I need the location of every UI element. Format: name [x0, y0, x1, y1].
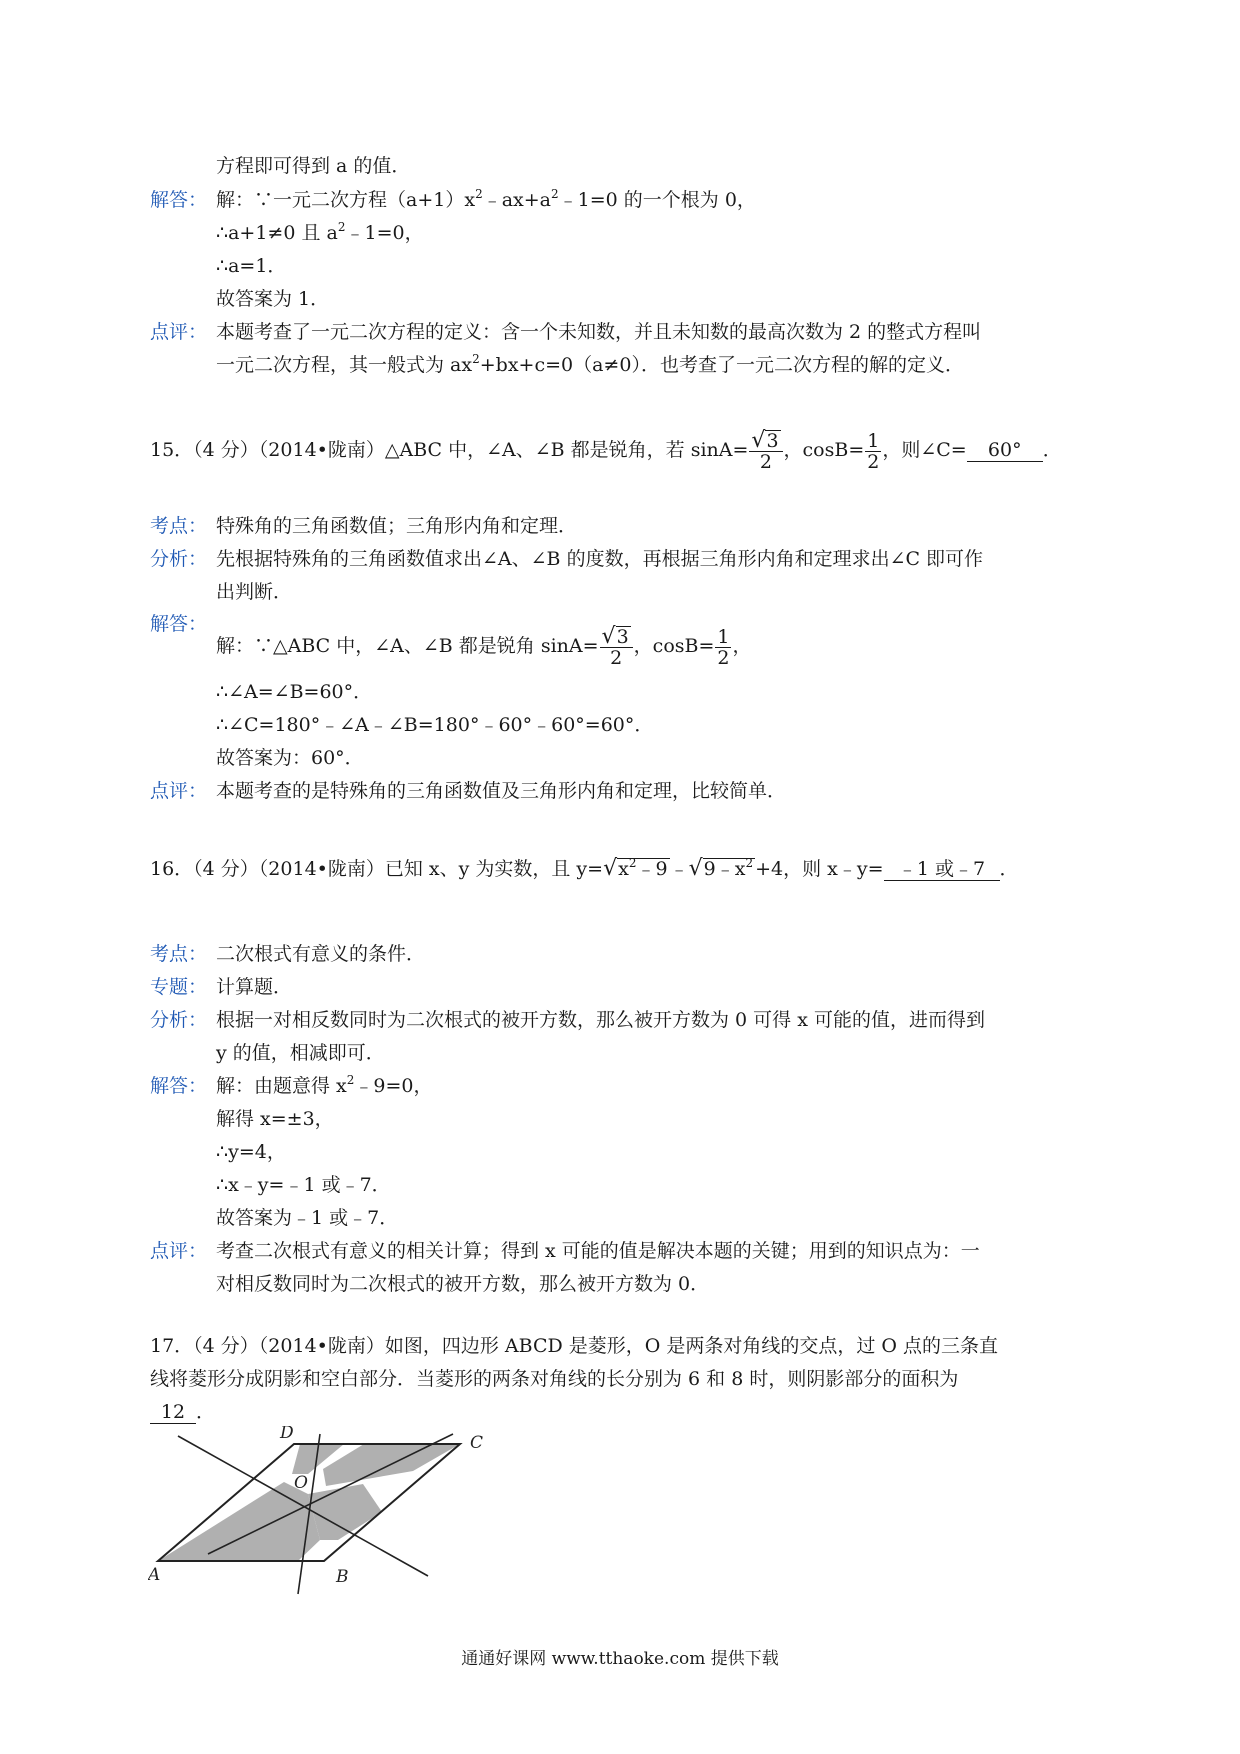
comment-line: 本题考查的是特殊角的三角函数值及三角形内角和定理，比较简单． — [216, 780, 787, 802]
answer-label: 解答： — [150, 1075, 208, 1097]
radicand: $x^2﹣9$ — [618, 856, 668, 880]
question-17-stem: 线将菱形分成阴影和空白部分．当菱形的两条对角线的长分别为 6 和 8 时，则阴影部分的面积为 — [150, 1368, 959, 1390]
solution-line: ∴y=4， — [216, 1141, 286, 1163]
question-17-stem: 17．（4 分）（2014•陇南）如图，四边形 ABCD 是菱形，O 是两条对角线的交点，过 O 点的三条直 — [150, 1335, 999, 1357]
comment-line: 一元二次方程，其一般式为 $ax^2+bx+c=0(a\ne 0)$．也考查了一元二次方程的解的定义． — [216, 352, 964, 376]
comment-line: 考查二次根式有意义的相关计算；得到 x 可能的值是解决本题的关键；用到的知识点为：一 — [216, 1240, 980, 1262]
key-point-label: 考点： — [150, 943, 208, 965]
solution-line: 解：由题意得 $x^2﹣9=0$， — [216, 1073, 433, 1097]
key-point-text: 二次根式有意义的条件． — [216, 943, 426, 965]
solution-line: 故答案为 1． — [216, 288, 330, 310]
answer-label: 解答： — [150, 189, 208, 211]
question-16-stem: 16．（4 分）（2014•陇南）已知 x、y 为实数，且 $y=√x^2﹣9$ $﹣√9﹣x^2 +4$，则 x﹣y= ﹣1 或﹣7 ． — [150, 856, 1019, 881]
fraction: $\frac{√3}{2}$ — [749, 430, 782, 472]
solution-line: 故答案为﹣1 或﹣7． — [216, 1207, 399, 1229]
shaded-region — [158, 1482, 320, 1561]
rhombus-svg — [148, 1426, 488, 1596]
fraction: $\frac{√3}{2}$ — [600, 626, 633, 668]
center-label-o: O — [294, 1473, 308, 1493]
shaded-region — [308, 1484, 382, 1540]
comment-label: 点评： — [150, 1240, 208, 1262]
analysis-line: 根据一对相反数同时为二次根式的被开方数，那么被开方数为 0 可得 x 可能的值，进而得到 — [216, 1009, 985, 1031]
solution-line: 故答案为：60°． — [216, 747, 364, 769]
analysis-line: y 的值，相减即可． — [216, 1042, 385, 1064]
vertex-label-a: A — [148, 1565, 161, 1585]
solution-line: ∴∠A=∠B=60°． — [216, 681, 373, 703]
solution-line: 解得 x=±3， — [216, 1108, 334, 1130]
comment-label: 点评： — [150, 780, 208, 802]
key-point-label: 考点： — [150, 515, 208, 537]
answer-blank: 12 — [150, 1401, 196, 1424]
comment-line: 本题考查了一元二次方程的定义：含一个未知数，并且未知数的最高次数为 2 的整式方程叫 — [216, 321, 982, 343]
solution-line: 解：∵△ABC 中，∠A、∠B 都是锐角 sinA= $\frac{√3}{2}$ ，cosB= $\frac{1}{2}$ ， — [216, 624, 752, 669]
solution-line: ∴x﹣y=﹣1 或﹣7． — [216, 1174, 391, 1196]
vertex-label-d: D — [280, 1426, 294, 1443]
analysis-line: 出判断． — [216, 581, 293, 603]
vertex-label-b: B — [336, 1567, 349, 1587]
key-point-text: 特殊角的三角函数值；三角形内角和定理． — [216, 515, 578, 537]
solution-line: ∴∠C=180°﹣∠A﹣∠B=180°﹣60°﹣60°=60°． — [216, 714, 654, 736]
answer-blank: 60° — [967, 439, 1043, 462]
analysis-label: 分析： — [150, 548, 208, 570]
comment-label: 点评： — [150, 321, 208, 343]
comment-line: 对相反数同时为二次根式的被开方数，那么被开方数为 0． — [216, 1273, 710, 1295]
radical-sign: √ — [688, 856, 703, 881]
fraction: $\frac{1}{2}$ — [717, 625, 730, 669]
topic-label: 专题： — [150, 976, 208, 998]
analysis-label: 分析： — [150, 1009, 208, 1031]
topic-text: 计算题． — [216, 976, 293, 998]
solution-line: ∴a=1． — [216, 255, 287, 277]
answer-blank: ﹣1 或﹣7 — [884, 858, 1000, 881]
question-17-stem: 12 ． — [150, 1400, 215, 1424]
solution-line: ∴a+1≠0 且 $a^2﹣1=0$， — [216, 220, 424, 244]
fraction: $\frac{1}{2}$ — [867, 429, 880, 473]
analysis-continuation: 方程即可得到 a 的值． — [216, 155, 411, 177]
radicand: $9﹣x^2$ — [703, 856, 754, 880]
page-footer: 通通好课网 www.tthaoke.com 提供下载 — [461, 1649, 779, 1669]
vertex-label-c: C — [470, 1433, 484, 1453]
solution-line: 解：∵一元二次方程$(a+1)x^2﹣ax+a^2﹣1=0$ 的一个根为 0， — [216, 187, 756, 211]
radical-sign: √ — [603, 856, 618, 881]
answer-label: 解答： — [150, 613, 208, 635]
rhombus-figure — [148, 1426, 488, 1601]
question-15-stem: 15．（4 分）（2014•陇南）△ABC 中，∠A、∠B 都是锐角，若 sinA= $\frac{√3}{2}$ ，cosB= $\frac{1}{2}$ ，则∠C= 60° ． — [150, 428, 1062, 473]
analysis-line: 先根据特殊角的三角函数值求出∠A、∠B 的度数，再根据三角形内角和定理求出∠C 即可作 — [216, 548, 984, 570]
